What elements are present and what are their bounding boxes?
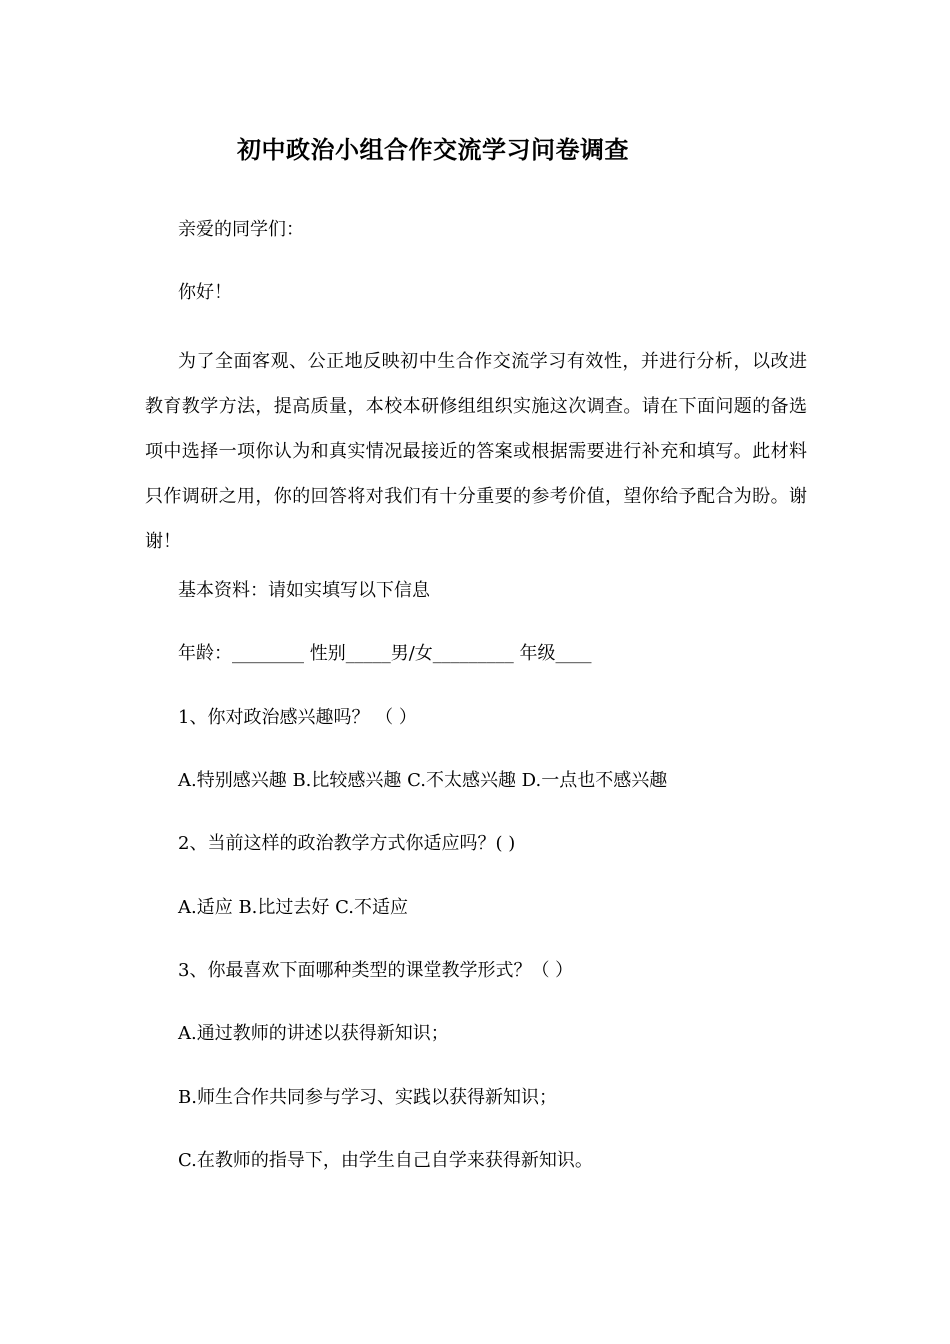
- question-3-option-c: C.在教师的指导下，由学生自己自学来获得新知识。: [178, 1150, 593, 1171]
- question-2: 2、当前这样的政治教学方式你适应吗？( ): [178, 833, 516, 854]
- question-2-options: A.适应 B.比过去好 C.不适应: [178, 897, 408, 918]
- document-title: 初中政治小组合作交流学习问卷调查: [237, 135, 629, 164]
- hello: 你好！: [178, 282, 232, 303]
- question-3-option-a: A.通过教师的讲述以获得新知识；: [178, 1023, 449, 1044]
- question-1-options: A.特别感兴趣 B.比较感兴趣 C.不太感兴趣 D.一点也不感兴趣: [178, 770, 668, 791]
- question-3: 3、你最喜欢下面哪种类型的课堂教学形式？（ ）: [178, 960, 574, 981]
- question-1: 1、你对政治感兴趣吗？ （ ）: [178, 707, 417, 728]
- greeting: 亲爱的同学们：: [178, 219, 304, 240]
- info-fields: 年龄：________ 性别_____男/女_________ 年级____: [178, 643, 592, 664]
- intro-paragraph: 为了全面客观、公正地反映初中生合作交流学习有效性，并进行分析，以改进教育教学方法，提高质量，本校本研修组组织实施这次调查。请在下面问题的备选项中选择一项你认为和真实情况最接近的答案或根据需要进行补充和填写。此材料只作调研之用，你的回答将对我们有十分重要的参考价值，望你给予配合为盼。谢谢！: [145, 351, 807, 552]
- basic-info-heading: 基本资料：请如实填写以下信息: [178, 580, 430, 601]
- question-3-option-b: B.师生合作共同参与学习、实践以获得新知识；: [178, 1087, 557, 1108]
